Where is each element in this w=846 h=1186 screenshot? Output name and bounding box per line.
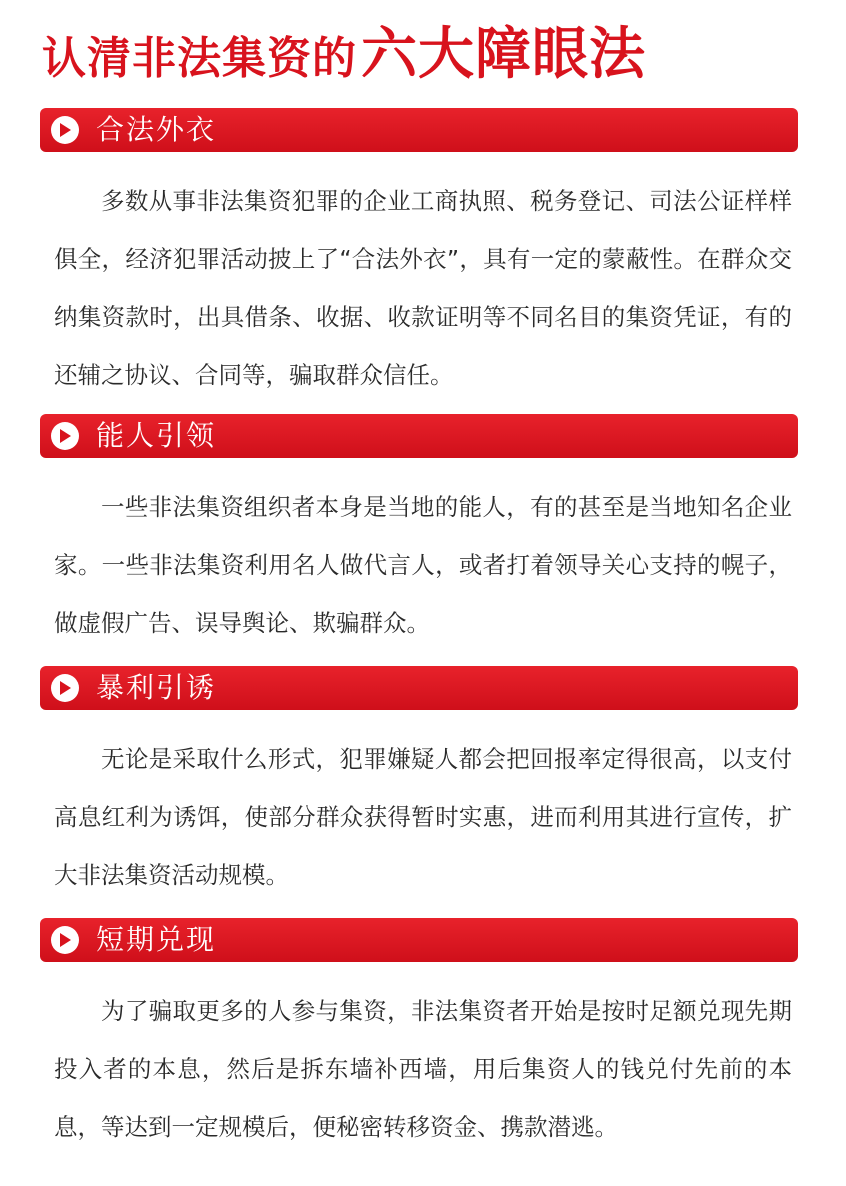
section-body: 为了骗取更多的人参与集资，非法集资者开始是按时足额兑现先期投入者的本息，然后是拆东墙补西墙，用后集资人的钱兑付先前的本息，等达到一定规模后，便秘密转移资金、携款潜逃。	[54, 997, 792, 1141]
section-body: 多数从事非法集资犯罪的企业工商执照、税务登记、司法公证样样俱全，经济犯罪活动披上了“合法外衣”，具有一定的蒙蔽性。在群众交纳集资款时，出具借条、收据、收款证明等不同名目的集资凭证，有的还辅之协议、合同等，骗取群众信任。	[54, 187, 792, 389]
section-capable-leader	[40, 414, 798, 652]
section-heading: 暴利引诱	[96, 671, 217, 704]
play-circle-icon	[51, 674, 79, 702]
play-circle-icon	[51, 926, 79, 954]
page-title	[42, 16, 646, 88]
section-body: 一些非法集资组织者本身是当地的能人，有的甚至是当地知名企业家。一些非法集资利用名人做代言人，或者打着领导关心支持的幌子，做虚假广告、误导舆论、欺骗群众。	[54, 493, 792, 637]
section-short-term-payout	[40, 918, 798, 1156]
play-circle-icon	[51, 422, 79, 450]
section-header	[40, 666, 798, 710]
section-profit-lure	[40, 666, 798, 904]
section-heading: 能人引领	[96, 419, 217, 452]
section-heading: 合法外衣	[96, 113, 217, 146]
section-legal-cover	[40, 108, 798, 404]
section-header	[40, 414, 798, 458]
section-header	[40, 108, 798, 152]
section-header	[40, 918, 798, 962]
title-text: 认清非法集资的	[42, 33, 357, 84]
section-body: 无论是采取什么形式，犯罪嫌疑人都会把回报率定得很高，以支付高息红利为诱饵，使部分群众获得暂时实惠，进而利用其进行宣传，扩大非法集资活动规模。	[54, 745, 792, 889]
section-heading: 短期兑现	[96, 923, 217, 956]
play-circle-icon	[51, 116, 79, 144]
title-emphasis: 六大障眼法	[361, 22, 646, 87]
